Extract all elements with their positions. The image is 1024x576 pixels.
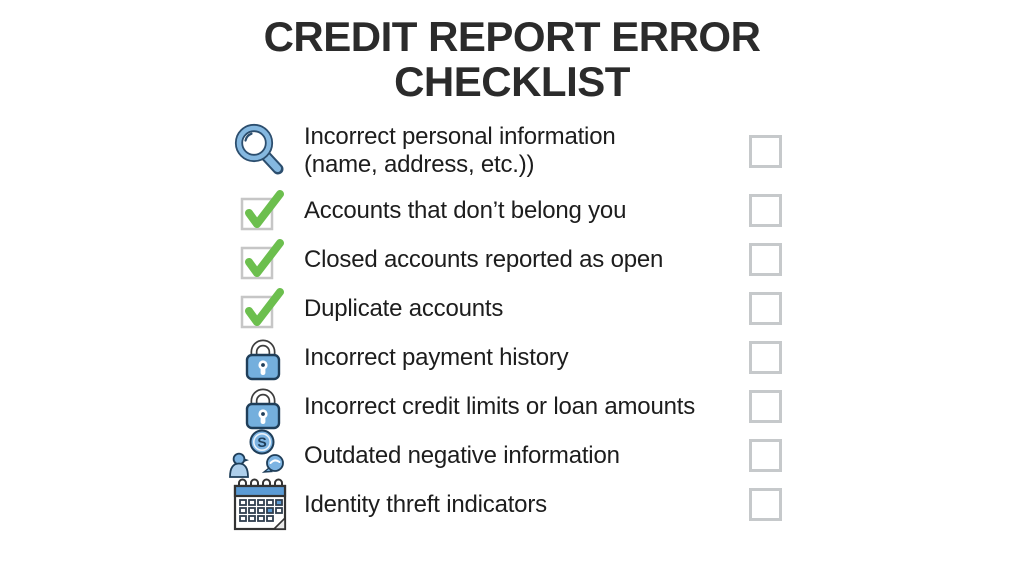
checked-checkbox-icon [226,189,304,233]
item-text [304,197,749,225]
item-checkbox[interactable] [749,488,782,521]
item-text [304,491,749,519]
title-line-2: CHECKLIST [394,58,630,105]
item-checkbox[interactable] [749,292,782,325]
checklist-row-accounts-dont-belong [226,186,782,235]
item-checkbox[interactable] [749,243,782,276]
item-checkbox[interactable] [749,390,782,423]
magnifier-icon [226,122,304,180]
item-checkbox[interactable] [749,439,782,472]
checklist-row-incorrect-personal-info [226,116,782,186]
money-conversation-icon [226,428,304,484]
item-text [304,123,749,179]
item-label: Identity threft indicators [304,490,547,518]
checklist [226,116,782,529]
checklist-row-closed-accounts [226,235,782,284]
title-line-1: CREDIT REPORT ERROR [263,13,761,60]
item-checkbox[interactable] [749,194,782,227]
page-title [0,14,1024,104]
item-label: Closed accounts reported as open [304,245,664,273]
item-label: Outdated negative information [304,441,620,469]
lock-icon [226,384,304,430]
item-label: Incorrect personal information [304,123,616,150]
item-label: Accounts that don’t belong you [304,196,627,224]
lock-icon [226,335,304,381]
calendar-icon [226,478,304,532]
item-checkbox[interactable] [749,341,782,374]
item-label: Incorrect credit limits or loan amounts [304,392,696,420]
item-sublabel: (name, address, etc.)) [304,151,535,178]
checklist-row-duplicate-accounts [226,284,782,333]
checklist-row-identity-theft [226,480,782,529]
item-text [304,246,749,274]
item-text [304,442,749,470]
item-label: Duplicate accounts [304,294,504,322]
dollar-letter: S [257,433,267,450]
checked-checkbox-icon [226,287,304,331]
item-text [304,393,749,421]
item-text [304,344,749,372]
item-text [304,295,749,323]
checklist-row-outdated-negative [226,431,782,480]
checklist-row-credit-limits [226,382,782,431]
checked-checkbox-icon [226,238,304,282]
item-label: Incorrect payment history [304,343,569,371]
item-checkbox[interactable] [749,135,782,168]
checklist-row-payment-history [226,333,782,382]
